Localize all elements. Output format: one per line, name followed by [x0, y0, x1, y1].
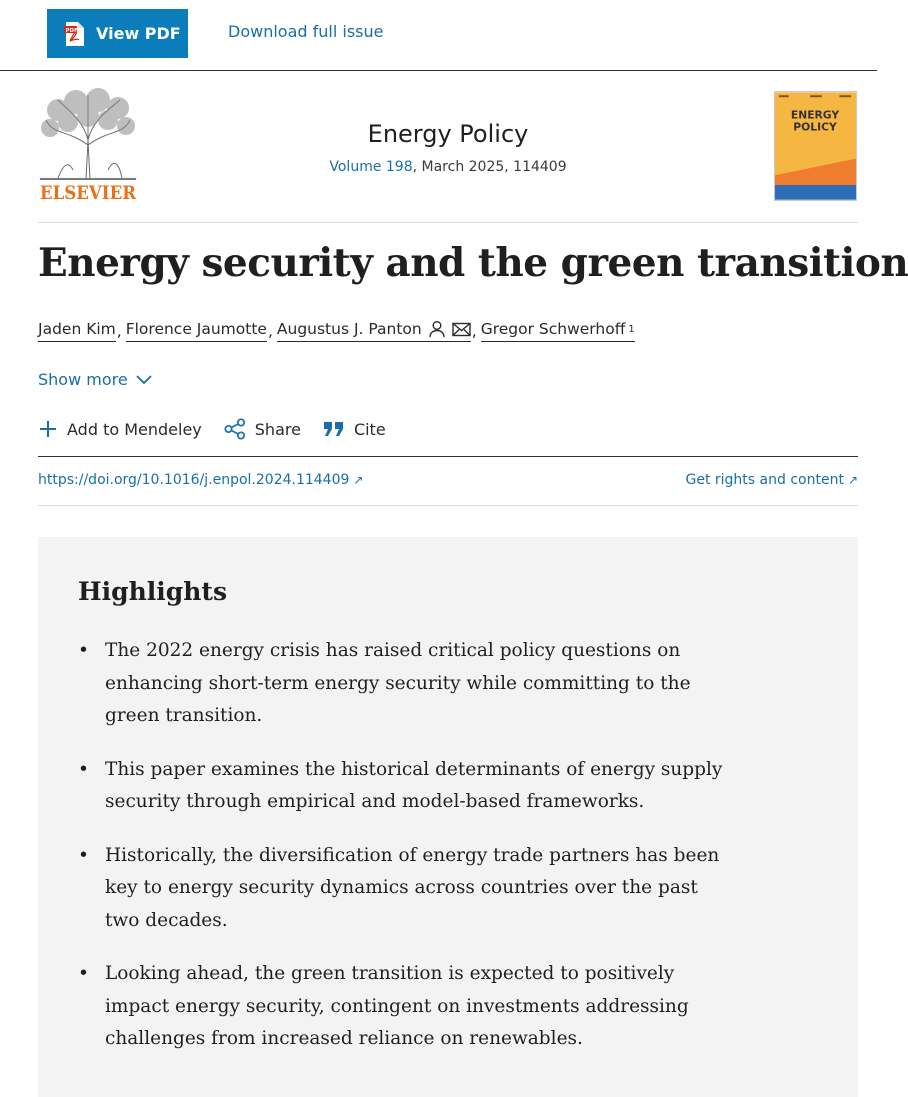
envelope-icon	[452, 322, 471, 337]
journal-title[interactable]: Energy Policy	[367, 120, 529, 148]
cite-label: Cite	[353, 419, 386, 439]
share-icon	[224, 418, 246, 440]
author-link[interactable]	[277, 320, 471, 342]
chevron-down-icon	[136, 375, 152, 385]
author-link[interactable]	[126, 320, 267, 342]
view-pdf-label: View PDF	[96, 24, 181, 43]
cite-button[interactable]	[323, 420, 386, 439]
add-to-mendeley-button[interactable]	[38, 419, 202, 439]
svg-text:PDF: PDF	[65, 27, 78, 34]
external-link-icon: ↗	[353, 473, 364, 487]
add-to-mendeley-label: Add to Mendeley	[67, 419, 202, 439]
elsevier-wordmark: ELSEVIER	[40, 182, 137, 204]
author-name: Florence Jaumotte	[125, 320, 267, 338]
author-link[interactable]	[481, 320, 635, 342]
person-icon	[428, 320, 446, 338]
cover-title-line1: ENERGY	[790, 108, 840, 122]
plus-icon	[38, 419, 58, 439]
article-title: Energy security and the green transition	[38, 240, 908, 286]
get-rights-link[interactable]	[686, 472, 859, 488]
author-separator: ,	[267, 322, 273, 340]
highlights-list	[78, 635, 738, 1077]
download-full-issue-link[interactable]: Download full issue	[228, 22, 384, 41]
author-name: Jaden Kim	[38, 320, 116, 338]
affiliation-superscript: 1	[628, 323, 635, 335]
top-toolbar	[0, 0, 877, 71]
author-name: Gregor Schwerhoff	[480, 320, 626, 338]
highlight-item: • This paper examines the historical determinants of energy supply security through empirical and model-based frameworks.	[78, 754, 738, 819]
issue-meta-text: , March 2025, 114409	[412, 159, 567, 175]
show-more-button[interactable]	[38, 370, 152, 389]
pdf-file-icon	[64, 21, 86, 47]
author-link[interactable]	[38, 320, 116, 342]
doi-row	[38, 456, 858, 506]
quote-icon	[323, 420, 345, 438]
show-more-label: Show more	[38, 370, 128, 389]
share-button[interactable]	[224, 418, 301, 440]
author-list	[38, 320, 635, 342]
author-name: Augustus J. Panton	[276, 320, 422, 338]
author-separator: ,	[471, 322, 477, 340]
share-label: Share	[254, 419, 301, 439]
highlights-heading: Highlights	[78, 577, 228, 606]
rights-text: Get rights and content	[685, 472, 844, 488]
doi-link[interactable]	[38, 472, 363, 488]
author-separator: ,	[116, 322, 122, 340]
cover-title-line2: POLICY	[793, 120, 837, 134]
volume-link[interactable]: Volume 198	[329, 159, 413, 175]
highlight-item: • Historically, the diversification of energy trade partners has been key to energy security dynamics across countries over the past two decades.	[78, 840, 738, 938]
external-link-icon: ↗	[847, 473, 858, 487]
highlight-item: • The 2022 energy crisis has raised critical policy questions on enhancing short-term energy security while committing to the green transition.	[78, 635, 738, 733]
journal-cover-thumbnail[interactable]	[774, 91, 857, 201]
doi-text: https://doi.org/10.1016/j.enpol.2024.114409	[38, 472, 350, 488]
journal-header	[38, 90, 858, 223]
article-actions	[38, 418, 408, 440]
journal-issue-meta	[38, 159, 858, 175]
view-pdf-button[interactable]	[47, 9, 188, 58]
highlight-item: • Looking ahead, the green transition is expected to positively impact energy security, contingent on investments addressing challenges from increased reliance on renewables.	[78, 958, 738, 1056]
highlights-section	[38, 537, 858, 1097]
